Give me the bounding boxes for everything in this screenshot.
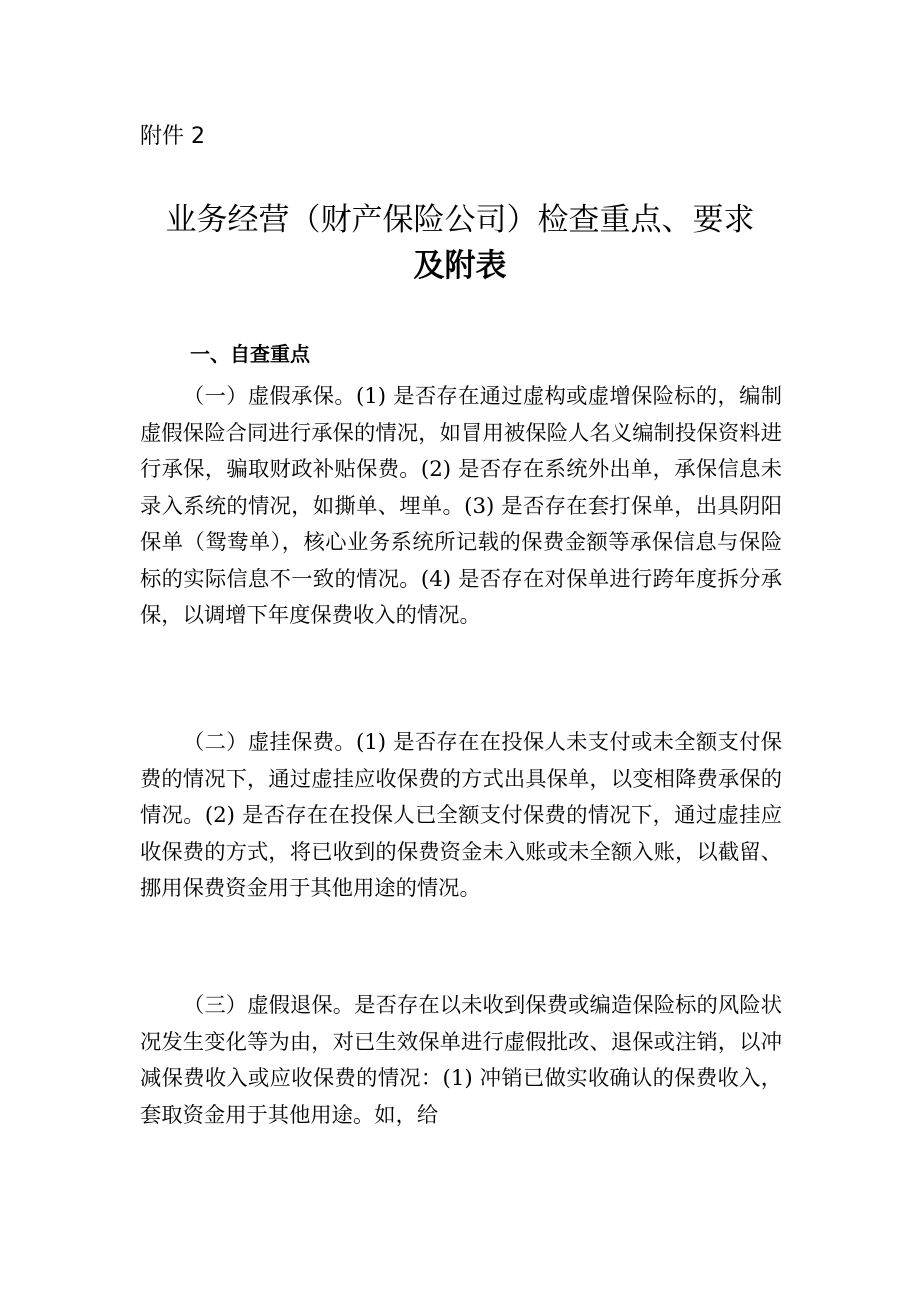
- section-heading: 一、自查重点: [190, 342, 310, 366]
- document-title: [140, 197, 780, 289]
- paragraph-false-underwriting: （一）虚假承保。(1) 是否存在通过虚构或虚增保险标的，编制虚假保险合同进行承保的情况，如冒用被保险人名义编制投保资料进行承保，骗取财政补贴保费。(2) 是否存在系统外出单，承保信息未录入系统的情况，如撕单、埋单。(3) 是否存在套打保单，出具阴阳保单（鸳鸯单），核心业务系统所记载的保费金额等承保信息与保险标的实际信息不一致的情况。(4) 是否存在对保单进行跨年度拆分承保，以调增下年度保费收入的情况。: [140, 384, 782, 628]
- title-line-2: 及附表: [413, 248, 507, 284]
- attachment-label: 附件 2: [140, 124, 205, 149]
- paragraph-false-premiums: （二）虚挂保费。(1) 是否存在在投保人未支付或未全额支付保费的情况下，通过虚挂应收保费的方式出具保单，以变相降费承保的情况。(2) 是否存在在投保人已全额支付保费的情况下，通过虚挂应收保费的方式，将已收到的保费资金未入账或未全额入账，以截留、挪用保费资金用于其他用途的情况。: [140, 730, 782, 901]
- paragraph-false-surrender: （三）虚假退保。是否存在以未收到保费或编造保险标的风险状况发生变化等为由，对已生效保单进行虚假批改、退保或注销，以冲减保费收入或应收保费的情况：(1) 冲销已做实收确认的保费收入，套取资金用于其他用途。如，给: [140, 993, 782, 1128]
- title-line-1: 业务经营（财产保险公司）检查重点、要求: [165, 202, 755, 238]
